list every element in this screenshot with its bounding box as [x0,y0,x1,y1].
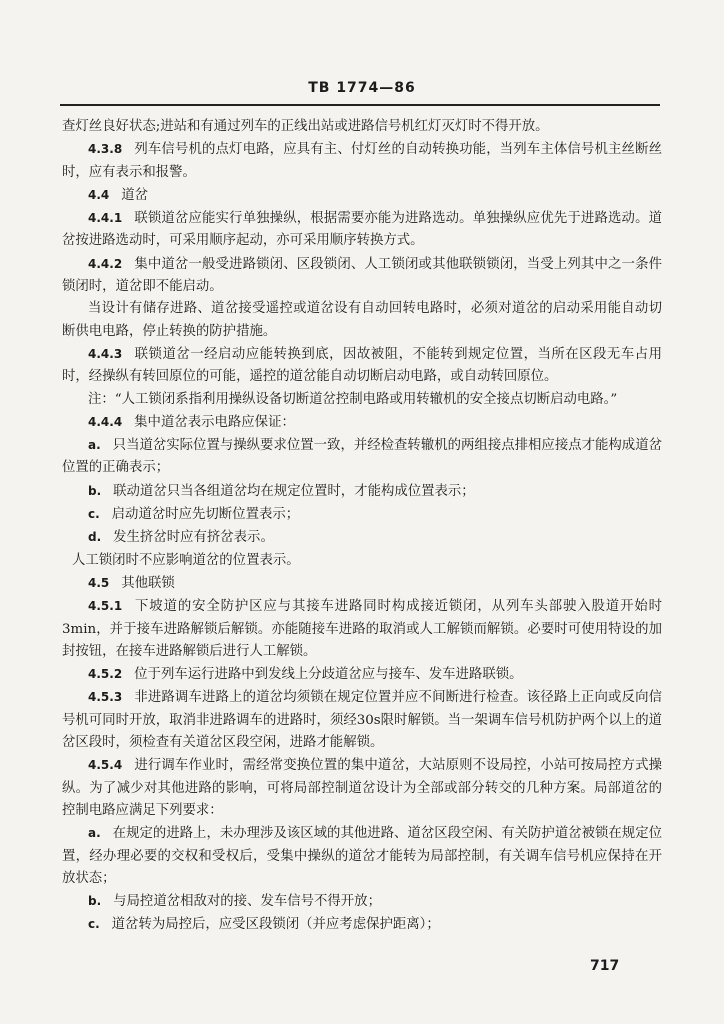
list-letter: a. [88,438,101,453]
clause-number: 4.4.1 [88,211,123,226]
list-text: 道岔转为局控后，应受区段锁闭（并应考虑保护距离）； [111,917,440,933]
clause-number: 4.4.4 [88,414,123,429]
clause-text: 联锁道岔一经启动应能转换到底，因故被阻，不能转到规定位置，当所在区段无车占用时，经操纵有转回原位的可能，遥控的道岔能自动切断启动电路，或自动转回原位。 [62,346,662,385]
list-letter: a. [88,826,101,841]
list-text: 只当道岔实际位置与操纵要求位置一致，并经检查转辙机的两组接点排相应接点才能构成道岔位置的正确表示； [62,438,662,476]
list-letter: d. [88,530,102,545]
paragraph [62,116,662,138]
list-item-c [62,503,662,526]
clause-text: 下坡道的安全防护区应与其接车进路同时构成接近锁闭，从列车头部驶入股道开始时3min，并于接车进路解锁后解锁。亦能随接车进路的取消或人工解锁而解锁。必要时可使用特设的加封按钮，在接车进路解锁后进行人工解锁。 [62,599,662,659]
section-4-4 [62,184,662,207]
list-letter: c. [88,507,100,522]
list-item-c [62,913,662,936]
list-letter: c. [88,917,100,932]
body-text [62,116,662,937]
clause-4-5-4 [62,754,662,822]
clause-number: 4.5.2 [88,667,123,682]
list-item-a [62,822,662,890]
clause-number: 4.4.2 [88,256,123,271]
clause-4-4-1 [62,207,662,253]
list-text: 发生挤岔时应有挤岔表示。 [113,530,274,546]
paragraph-text: 人工锁闭时不应影响道岔的位置表示。 [72,552,300,568]
clause-text: 进行调车作业时，需经常变换位置的集中道岔，大站原则不设局控，小站可按局控方式操纵。为了减少对其他进路的影响，可将局部控制道岔设计为全部或部分转交的几种方案。局部道岔的控制电路应满足下列要求： [62,758,662,818]
clause-text: 联锁道岔应能实行单独操纵，根据需要亦能为进路选动。单独操纵应优先于进路选动。道岔按进路选动时，可采用顺序起动，亦可采用顺序转换方式。 [62,211,662,249]
list-letter: b. [88,483,102,498]
list-item-b [62,480,662,503]
clause-4-5-3 [62,686,662,754]
clause-4-4-3 [62,343,662,389]
note-text: 注：“人工锁闭系指利用操纵设备切断道岔控制电路或用转辙机的安全接点切断启动电路。” [88,391,618,407]
header-rule [60,104,660,106]
clause-text: 集中道岔一般受进路锁闭、区段锁闭、人工锁闭或其他联锁锁闭，当受上列其中之一条件锁闭时，道岔即不能启动。 [62,256,662,295]
list-item-b [62,890,662,913]
list-text: 在规定的进路上，未办理涉及该区域的其他进路、道岔区段空闲、有关防护道岔被锁在规定位置，经办理必要的交权和受权后，受集中操纵的道岔才能转为局部控制，有关调车信号机应保持在开放状态； [62,826,662,886]
clause-number: 4.5.3 [88,690,123,705]
list-text: 联动道岔只当各组道岔均在规定位置时，才能构成位置表示； [113,483,475,499]
section-4-5 [62,572,662,595]
clause-4-4-4 [62,411,662,434]
list-text: 启动道岔时应先切断位置表示； [111,507,300,523]
clause-text: 列车信号机的点灯电路，应具有主、付灯丝的自动转换功能，当列车主体信号机主丝断丝时，应有表示和报警。 [62,142,662,180]
list-item-d [62,526,662,549]
clause-number: 4.4.3 [88,346,123,361]
clause-number: 4.3.8 [88,142,123,157]
clause-4-4-2 [62,253,662,299]
section-title: 道岔 [121,187,149,203]
page-header: TB 1774—86 [308,80,416,96]
list-text: 与局控道岔相敌对的接、发车信号不得开放； [113,894,381,910]
clause-number: 4.5.1 [88,599,123,614]
clause-4-3-8 [62,138,662,184]
paragraph-text: 当设计有储存进路、道岔接受遥控或道岔设有自动回转电路时，必须对道岔的启动采用能自动切断供电电路，停止转换的防护措施。 [62,301,662,339]
paragraph [62,550,662,572]
clause-4-5-1 [62,595,662,663]
page-number: 717 [590,958,620,974]
clause-text: 非进路调车进路上的道岔均须锁在规定位置并应不间断进行检查。该径路上正向或反向信号机可同时开放，取消非进路调车的进路时，须经30s限时解锁。当一架调车信号机防护两个以上的道岔区段时，须检查有关道岔区段空闲，进路才能解锁。 [62,690,662,751]
list-item-a [62,434,662,480]
section-number: 4.5 [88,575,110,590]
clause-text: 集中道岔表示电路应保证： [134,414,295,430]
clause-number: 4.5.4 [88,758,123,773]
paragraph [62,298,662,343]
section-title: 其他联锁 [121,575,175,591]
list-letter: b. [88,894,102,909]
clause-text: 位于列车运行进路中到发线上分歧道岔应与接车、发车进路联锁。 [134,667,523,683]
section-number: 4.4 [88,187,110,202]
paragraph-text: 查灯丝良好状态;进站和有通过列车的正线出站或进路信号机红灯灭灯时不得开放。 [62,119,549,134]
note [62,389,662,411]
clause-4-5-2 [62,663,662,686]
